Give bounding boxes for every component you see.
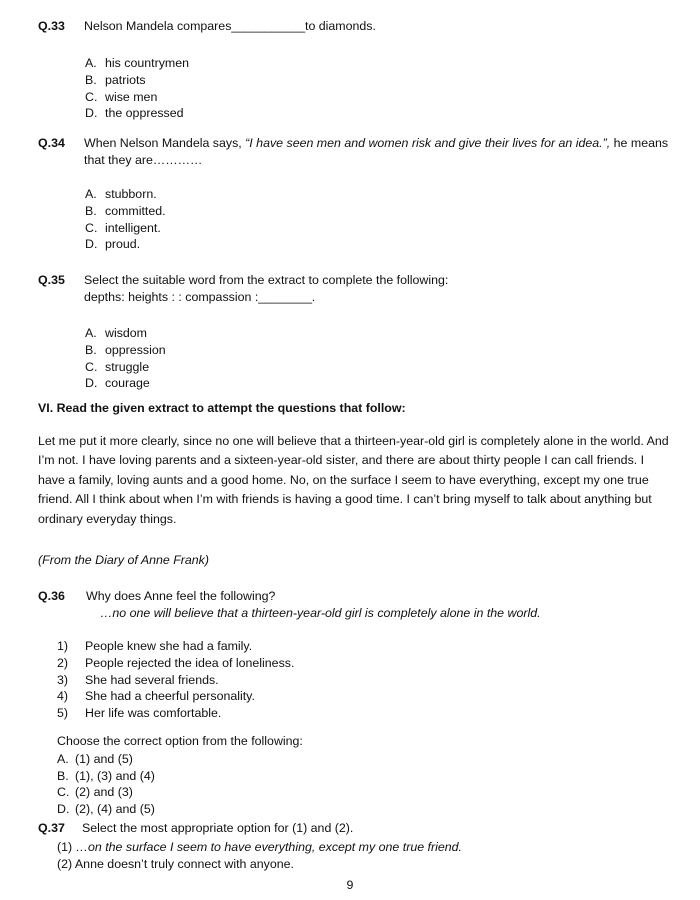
question-q35 [38,272,598,305]
option-letter: B. [85,203,97,218]
option-q34-d[interactable] [85,236,405,253]
option-letter: C. [57,785,70,800]
option-label: patriots [105,72,146,87]
option-q35-b[interactable] [85,342,405,359]
option-letter: C. [85,89,98,104]
option-label: wise men [105,89,158,104]
section-heading-vi: VI. Read the given extract to attempt the questions that follow: [38,401,406,415]
option-q33-b[interactable] [85,72,405,89]
option-q36-b[interactable] [57,768,477,785]
question-text-q34 [84,135,670,168]
option-letter: B. [57,768,69,783]
option-letter: D. [57,802,70,817]
q34-quote: “I have seen men and women risk and give their lives for an idea.”, [245,136,611,150]
option-letter: C. [85,359,98,374]
statement-text: She had several friends. [85,672,219,687]
statement-label: 5) [57,706,69,721]
question-q33 [38,18,658,35]
q33-blank: ___________ [231,19,305,33]
option-label: committed. [105,203,166,218]
options-q34 [85,186,405,253]
statement-text: People knew she had a family. [85,639,253,653]
question-number-q34: Q.34 [38,136,65,150]
option-q33-c[interactable] [85,89,405,106]
option-q34-a[interactable] [85,186,405,203]
option-q35-a[interactable] [85,325,405,342]
option-label: courage [105,376,150,391]
option-q33-a[interactable] [85,55,405,72]
question-text-q37: Select the most appropriate option for (1) and (2). [82,821,354,835]
option-q33-d[interactable] [85,105,405,122]
question-number-q36: Q.36 [38,589,65,603]
substatements-q37 [57,839,657,873]
option-label: (2), (4) and (5) [75,802,155,817]
option-q36-c[interactable] [57,784,477,801]
question-q36 [38,588,658,621]
statement-text: Her life was comfortable. [85,706,222,721]
option-label: (1) and (5) [75,751,133,766]
substatement-text: …on the surface I seem to have everything, except my one true friend. [75,840,462,854]
option-label: stubborn. [105,187,157,201]
q34-tail: he means that they are………… [84,136,669,167]
option-label: (1), (3) and (4) [75,768,155,783]
q35-line2 [84,289,598,306]
q35-blank: ________ [258,289,312,304]
option-label: the oppressed [105,106,184,121]
option-label: proud. [105,237,141,252]
substatement-text: Anne doesn’t truly connect with anyone. [74,856,294,871]
q36-prompt: Why does Anne feel the following? [86,589,276,603]
option-letter: A. [57,751,69,766]
option-letter: D. [85,237,98,252]
question-text-q36 [86,588,658,621]
statement-2 [57,655,477,672]
option-label: (2) and (3) [75,785,133,800]
option-letter: C. [85,220,98,235]
option-label: his countrymen [105,56,190,70]
option-letter: D. [85,106,98,121]
reading-extract: Let me put it more clearly, since no one will believe that a thirteen-year-old girl is completely alone in the world. And I’m not. I have loving parents and a sixteen-year-old sister, and there are about thirty people I can call friends. I have a family, loving aunts and a good home. No, on the surface I seem to have everything, except my one true friend. All I think about when I’m with friends is having a good time. I can’t bring myself to talk about anything but ordinary everyday things. [38,434,669,526]
choose-option-lead: Choose the correct option from the following: [57,734,303,748]
q33-stem-before: Nelson Mandela compares [84,19,232,33]
statement-text: She had a cheerful personality. [85,689,255,704]
page-number: 9 [346,878,354,892]
question-text-q33 [84,18,658,35]
substatement-1 [57,839,657,856]
option-q34-c[interactable] [85,220,405,237]
option-letter: A. [85,326,97,340]
extract-attribution: (From the Diary of Anne Frank) [38,553,209,567]
substatement-label: (2) [57,856,73,871]
question-number-q35: Q.35 [38,273,65,287]
statement-5 [57,705,477,722]
statement-label: 1) [57,639,69,653]
option-letter: A. [85,187,97,201]
option-label: struggle [105,359,150,374]
statement-label: 4) [57,689,69,704]
option-letter: B. [85,342,97,357]
statement-label: 3) [57,672,69,687]
q35-period: . [311,289,316,304]
option-letter: A. [85,56,97,70]
statement-label: 2) [57,655,69,670]
option-letter: B. [85,72,97,87]
option-q36-a[interactable] [57,751,477,768]
question-q37 [38,820,638,837]
question-number-q33: Q.33 [38,19,65,33]
option-label: wisdom [105,326,147,340]
option-q35-d[interactable] [85,375,405,392]
question-q34 [38,135,670,168]
substatement-label: (1) [57,840,73,854]
question-number-q37: Q.37 [38,821,65,835]
options-q36 [57,733,477,818]
option-letter: D. [85,376,98,391]
option-q36-d[interactable] [57,801,477,818]
q33-stem-after: to diamonds. [305,19,376,33]
statement-4 [57,688,477,705]
q35-line1: Select the suitable word from the extract to complete the following: [84,273,449,287]
options-q35 [85,325,405,392]
statement-1 [57,638,477,655]
option-q35-c[interactable] [85,359,405,376]
statements-q36 [57,638,477,722]
statement-3 [57,672,477,689]
q34-lead: When Nelson Mandela says, [84,136,242,150]
q35-analogy: depths: heights : : compassion : [84,289,259,304]
option-q34-b[interactable] [85,203,405,220]
statement-text: People rejected the idea of loneliness. [85,655,295,670]
option-label: intelligent. [105,220,161,235]
option-label: oppression [105,342,166,357]
q36-quote: …no one will believe that a thirteen-year-old girl is completely alone in the world. [100,605,541,620]
question-text-q35 [84,272,598,305]
options-q33 [85,55,405,122]
substatement-2 [57,856,657,873]
